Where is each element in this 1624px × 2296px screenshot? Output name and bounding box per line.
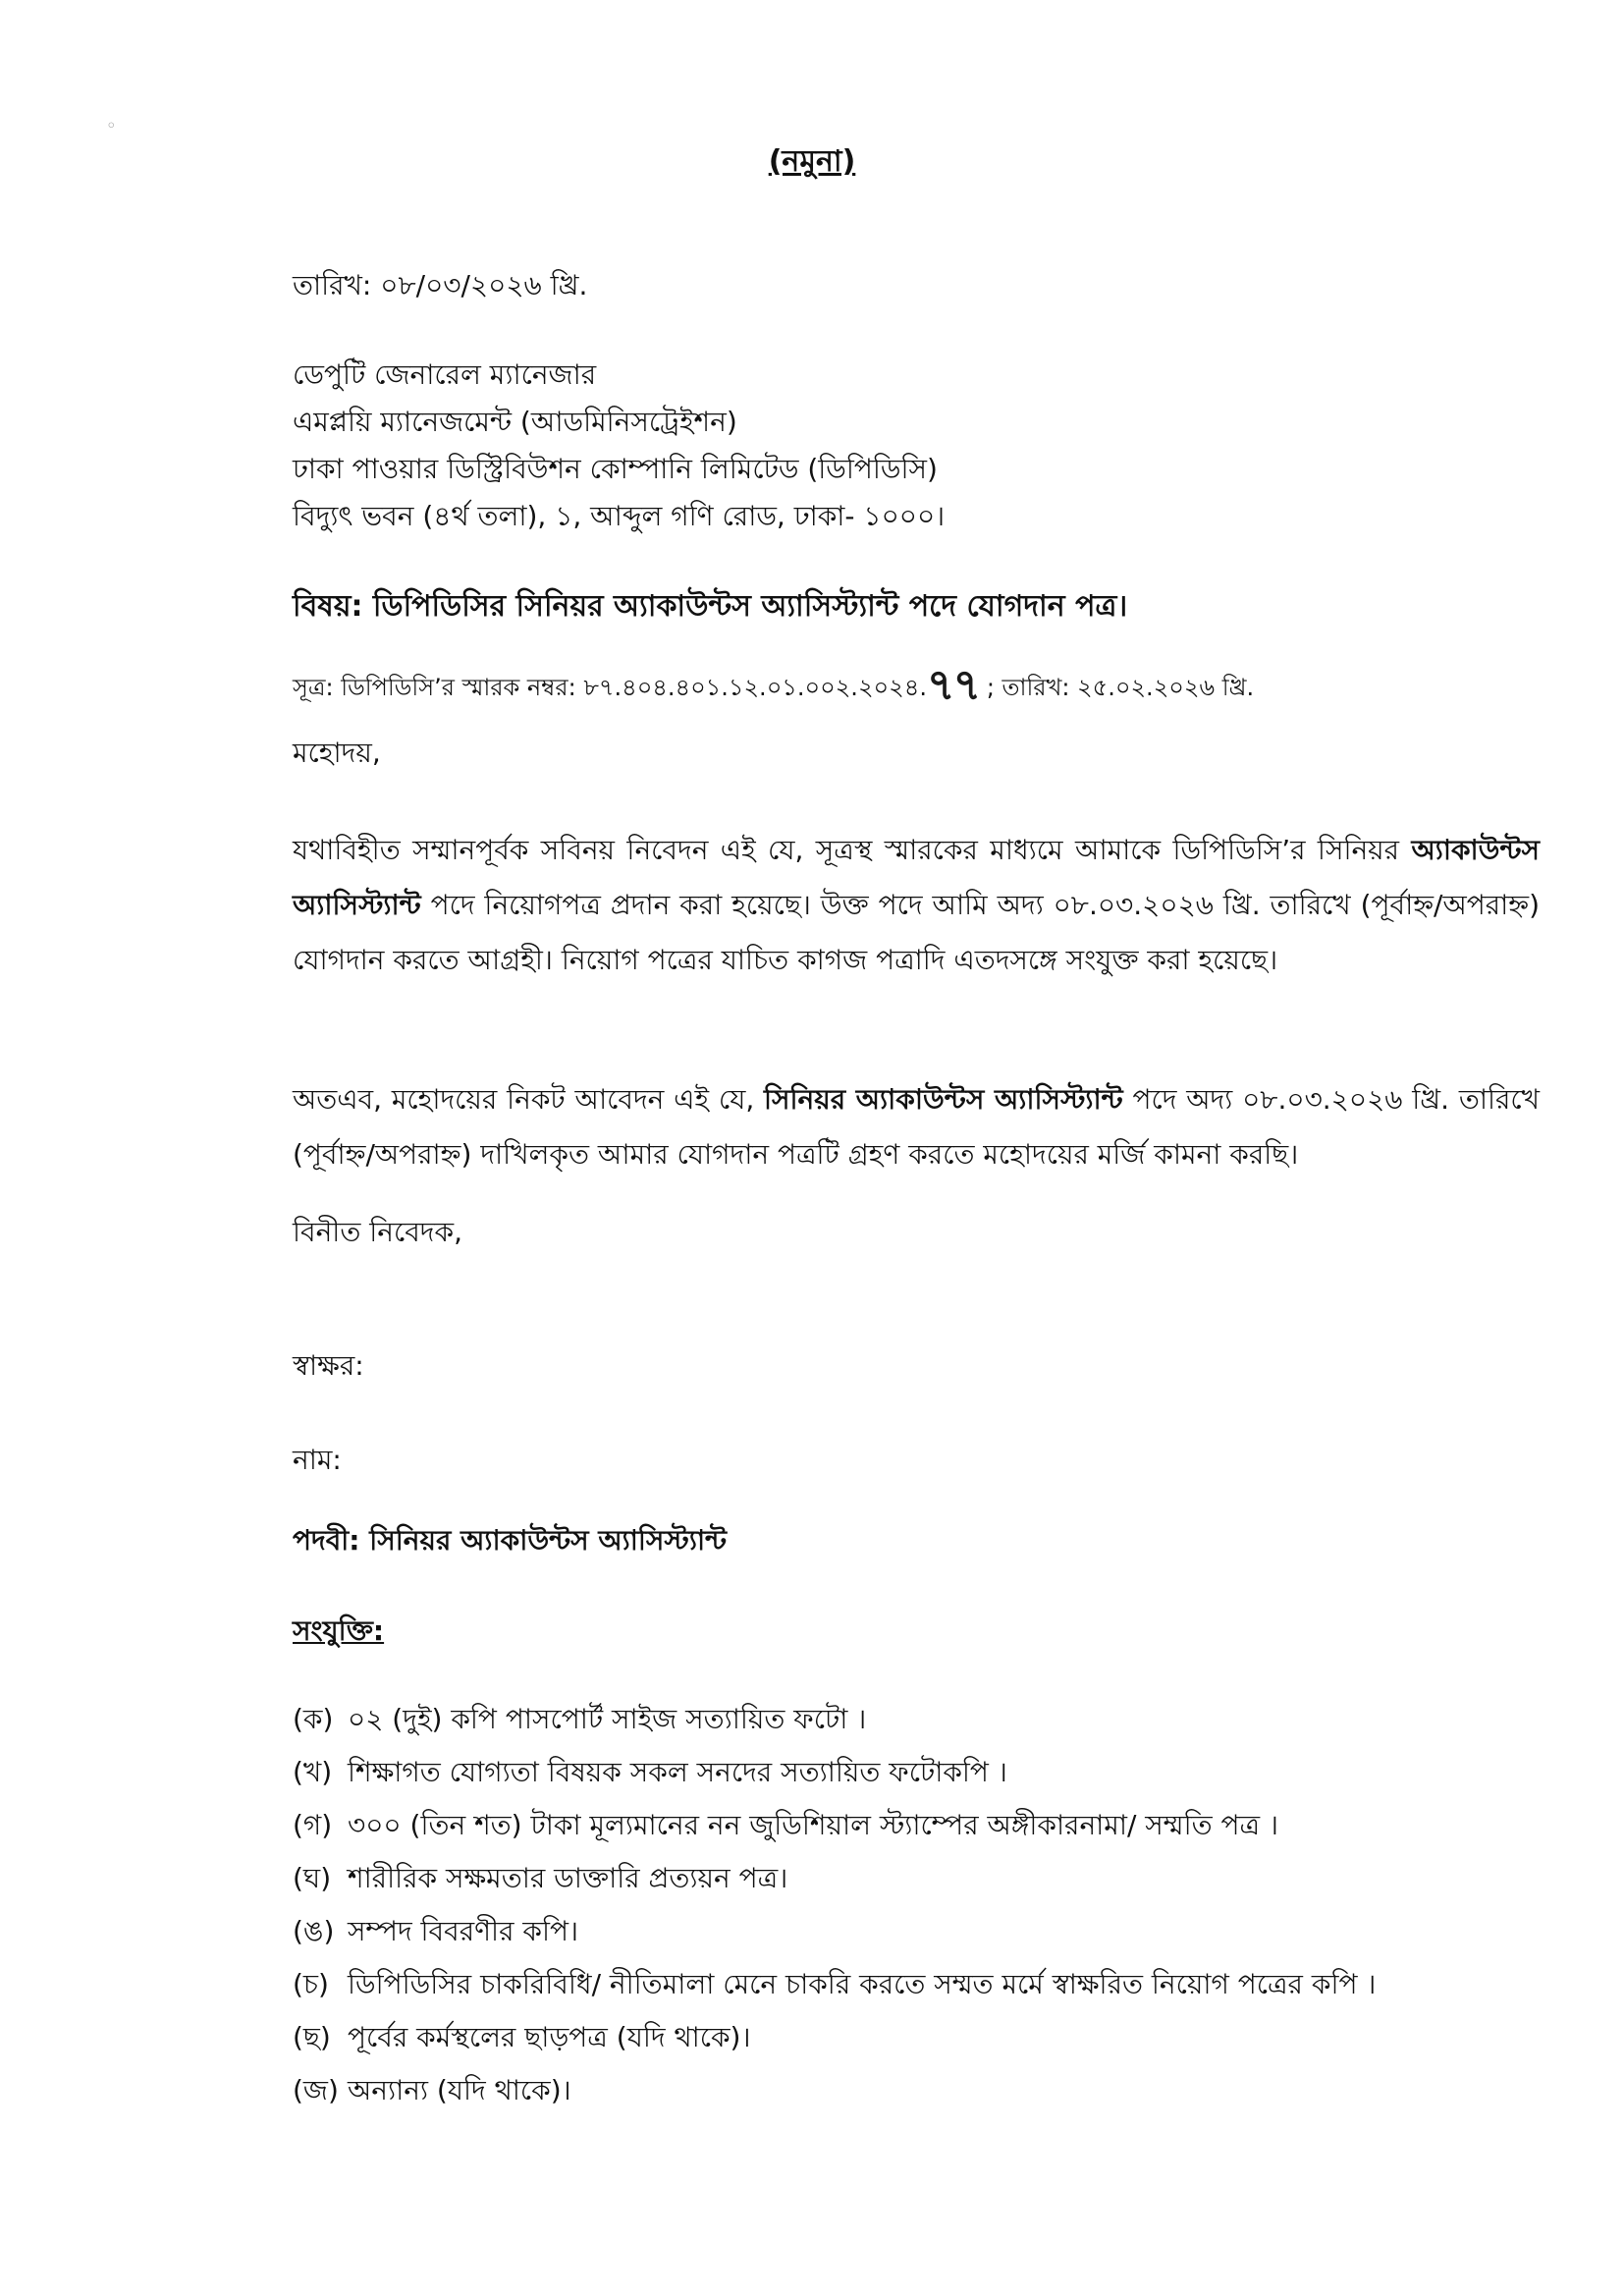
list-item-tag: (জ) (293, 2074, 339, 2106)
handwritten-reference-number: ৭৭ (926, 660, 980, 710)
list-item-text: সম্পদ বিবরণীর কপি। (348, 1915, 578, 1947)
recipient-line: বিদ্যুৎ ভবন (৪র্থ তলা), ১, আব্দুল গণি রোড, ঢাকা- ১০০০। (293, 500, 946, 532)
paragraph-text: পদে নিয়োগপত্র প্রদান করা হয়েছে। উক্ত পদে আমি অদ্য ০৮.০৩.২০২৬ খ্রি. তারিখে (পূর্বাহ্ন/অপরাহ্ন) যোগদান করতে আগ্রহী। নিয়োগ পত্রের যাচিত কাগজ পত্রাদি এতদসঙ্গে সংযুক্ত করা হয়েছে। (293, 889, 1540, 976)
list-item-tag: (খ) (293, 1756, 333, 1788)
list-item (293, 2011, 1540, 2064)
list-item-text: শিক্ষাগত যোগ্যতা বিষয়ক সকল সনদের সত্যায়িত ফটোকপি । (348, 1756, 1007, 1788)
list-item (293, 1852, 1540, 1905)
recipient-line: ডেপুটি জেনারেল ম্যানেজার (293, 358, 597, 391)
paragraph-text: অতএব, মহোদয়ের নিকট আবেদন এই যে, (293, 1083, 765, 1116)
recipient-line: ঢাকা পাওয়ার ডিস্ট্রিবিউশন কোম্পানি লিমিটেড (ডিপিডিসি) (293, 453, 938, 485)
paragraph-text: যথাবিহীত সম্মানপূর্বক সবিনয় নিবেদন এই যে, সূত্রস্থ স্মারকের মাধ্যমে আমাকে ডিপিডিসি’র সিনিয়র (293, 834, 1412, 866)
salutation: মহোদয়, (293, 737, 381, 769)
list-item-text: ৩০০ (তিন শত) টাকা মূল্যমানের নন জুডিশিয়াল স্ট্যাম্পের অঙ্গীকারনামা/ সম্মতি পত্র । (348, 1809, 1278, 1841)
letter-date: তারিখ: ০৮/০৩/২০২৬ খ্রি. (293, 269, 588, 301)
list-item-text: অন্যান্য (যদি থাকে)। (348, 2074, 571, 2106)
enclosures-list (293, 1693, 1540, 2117)
list-item-tag: (ক) (293, 1703, 334, 1735)
body-paragraph-2 (293, 1072, 1540, 1182)
scan-speck: ◦ (106, 116, 117, 137)
list-item (293, 1693, 1540, 1746)
page-heading: (নমুনা) (768, 144, 856, 179)
designation-line: পদবী: সিনিয়র অ্যাকাউন্টস অ্যাসিস্ট্যান্ট (293, 1524, 728, 1557)
list-item-text: পূর্বের কর্মস্থলের ছাড়পত্র (যদি থাকে)। (348, 2021, 751, 2053)
list-item-tag: (ছ) (293, 2021, 331, 2053)
reference-line (293, 656, 1540, 714)
subject-line: বিষয়: ডিপিডিসির সিনিয়র অ্যাকাউন্টস অ্যাসিস্ট্যান্ট পদে যোগদান পত্র। (293, 589, 1128, 624)
list-item (293, 1799, 1540, 1852)
list-item-tag: (ঘ) (293, 1862, 332, 1894)
body-paragraph-1 (293, 823, 1540, 988)
list-item (293, 1905, 1540, 1958)
list-item-text: ০২ (দুই) কপি পাসপোর্ট সাইজ সত্যায়িত ফটো । (348, 1703, 867, 1735)
name-label: নাম: (293, 1444, 342, 1476)
list-item (293, 1746, 1540, 1799)
signature-label: স্বাক্ষর: (293, 1349, 364, 1382)
list-item (293, 1958, 1540, 2011)
list-item-tag: (গ) (293, 1809, 333, 1841)
paragraph-bold-text: সিনিয়র অ্যাকাউন্টস অ্যাসিস্ট্যান্ট (764, 1083, 1123, 1116)
reference-prefix: সূত্র: ডিপিডিসি’র স্মারক নম্বর: ৮৭.৪০৪.৪০১.১২.০১.০০২.২০২৪. (293, 674, 927, 701)
paragraph-text: পদে অদ্য ০৮.০৩.২০২৬ খ্রি. তারিখে (পূর্বাহ্ন/অপরাহ্ন) দাখিলকৃত আমার যোগদান পত্রটি গ্রহণ করতে মহোদয়ের মর্জি কামনা করছি। (293, 1083, 1540, 1171)
paragraph-bold-text: অ্যাকাউন্টস অ্যাসিস্ট্যান্ট (293, 834, 1540, 921)
reference-suffix: ; তারিখ: ২৫.০২.২০২৬ খ্রি. (979, 674, 1255, 701)
list-item-text: শারীরিক সক্ষমতার ডাক্তারি প্রত্যয়ন পত্র। (348, 1862, 788, 1894)
list-item (293, 2064, 1540, 2117)
list-item-tag: (ঙ) (293, 1915, 335, 1947)
recipient-line: এমপ্লয়ি ম্যানেজমেন্ট (আডমিনিসট্রেইশন) (293, 406, 737, 438)
closing-phrase: বিনীত নিবেদক, (293, 1216, 462, 1248)
list-item-text: ডিপিডিসির চাকরিবিধি/ নীতিমালা মেনে চাকরি করতে সম্মত মর্মে স্বাক্ষরিত নিয়োগ পত্রের কপি । (348, 1968, 1377, 2000)
list-item-tag: (চ) (293, 1968, 329, 2000)
enclosures-title: সংযুক্তি: (293, 1614, 385, 1647)
recipient-address (293, 352, 1540, 540)
